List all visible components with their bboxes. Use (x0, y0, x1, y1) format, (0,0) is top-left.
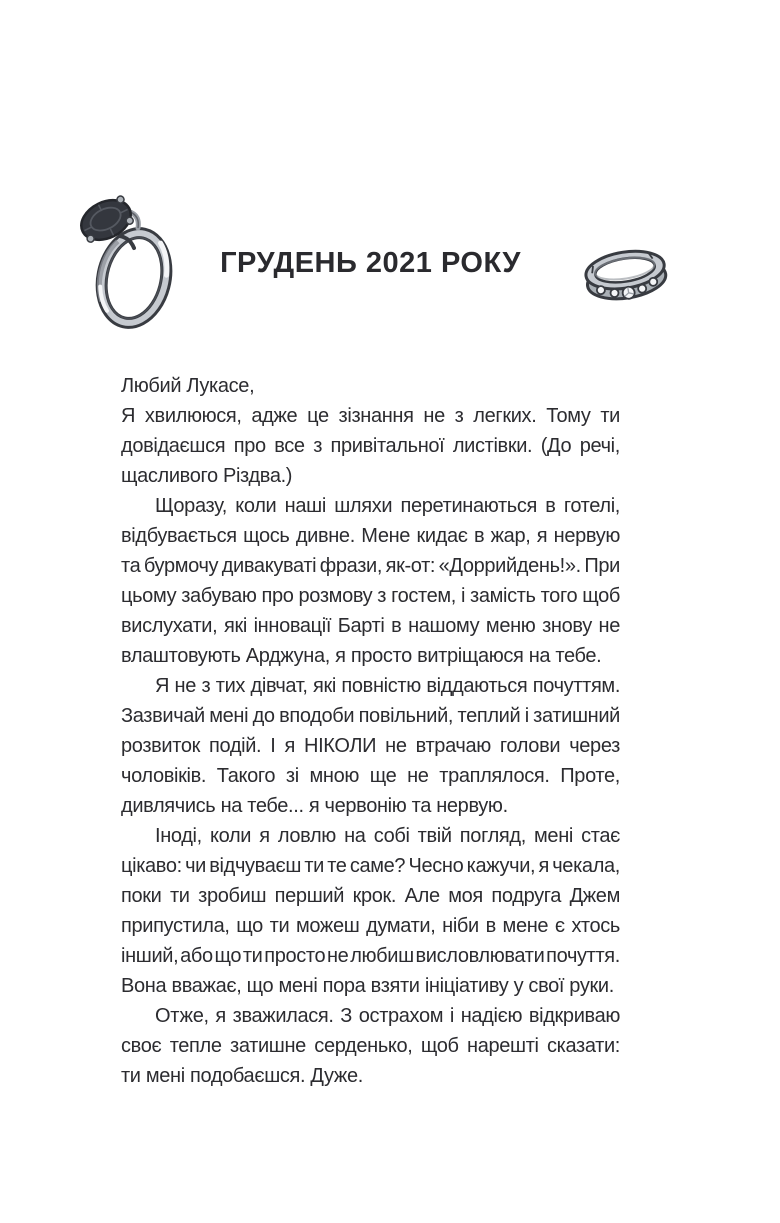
letter-line: Отже, я зважилася. З острахом і надією відкриваю (155, 1005, 620, 1027)
letter-line: та бурмочу дивакуваті фрази, як-от: «Доррийдень!». При (121, 555, 620, 577)
letter-line: Я хвилююся, адже це зізнання не з легких. Тому ти (121, 405, 620, 427)
letter-line: припустила, що ти можеш думати, ніби в мене є хтось (121, 915, 620, 937)
letter-line: влаштовують Арджуна, я просто витріщаюся на тебе. (121, 645, 602, 667)
letter-paragraph (121, 401, 620, 491)
letter-line: довідаєшся про все з привітальної листівки. (До речі, (121, 435, 620, 457)
wedding-band-icon (582, 240, 670, 316)
letter-paragraph (121, 371, 620, 401)
letter-line: ти мені подобаєшся. Дуже. (121, 1065, 363, 1087)
letter-paragraph (121, 1001, 620, 1091)
letter-line: відбувається щось дивне. Мене кидає в жар, я нервую (121, 525, 621, 547)
letter-paragraph (121, 491, 620, 671)
letter-line: Любий Лукасе, (121, 375, 255, 397)
letter-line: Щоразу, коли наші шляхи перетинаються в готелі, (155, 495, 620, 517)
letter-line: Я не з тих дівчат, які повністю віддаються почуттям. (155, 675, 621, 697)
letter-line: чоловіків. Такого зі мною ще не траплялося. Проте, (121, 765, 620, 787)
letter-line: Іноді, коли я ловлю на собі твій погляд, мені стає (155, 825, 620, 847)
letter-line: розвиток подій. І я НІКОЛИ не втрачаю голови через (121, 735, 620, 757)
chapter-title: ГРУДЕНЬ 2021 РОКУ (220, 247, 521, 279)
letter-line: поки ти зробиш перший крок. Але моя подруга Джем (121, 885, 620, 907)
letter-paragraph (121, 671, 620, 821)
letter-line: цьому забуваю про розмову з гостем, і замість того щоб (121, 585, 620, 607)
letter-line: інший, або що ти просто не любиш висловлювати почуття. (121, 945, 620, 967)
letter-line: щасливого Різдва.) (121, 465, 293, 487)
letter-line: Вона вважає, що мені пора взяти ініціативу у свої руки. (121, 975, 614, 997)
letter-line: цікаво: чи відчуваєш ти те саме? Чесно кажучи, я чекала, (121, 855, 620, 877)
letter-body (121, 371, 620, 1091)
letter-line: дивлячись на тебе... я червонію та нервую. (121, 795, 508, 817)
letter-line: Зазвичай мені до вподоби повільний, теплий і затишний (121, 705, 621, 727)
letter-paragraph (121, 821, 620, 1001)
letter-line: вислухати, які інновації Барті в нашому меню знову не (121, 615, 620, 637)
letter-line: своє тепле затишне серденько, щоб нарешті сказати: (121, 1035, 621, 1057)
